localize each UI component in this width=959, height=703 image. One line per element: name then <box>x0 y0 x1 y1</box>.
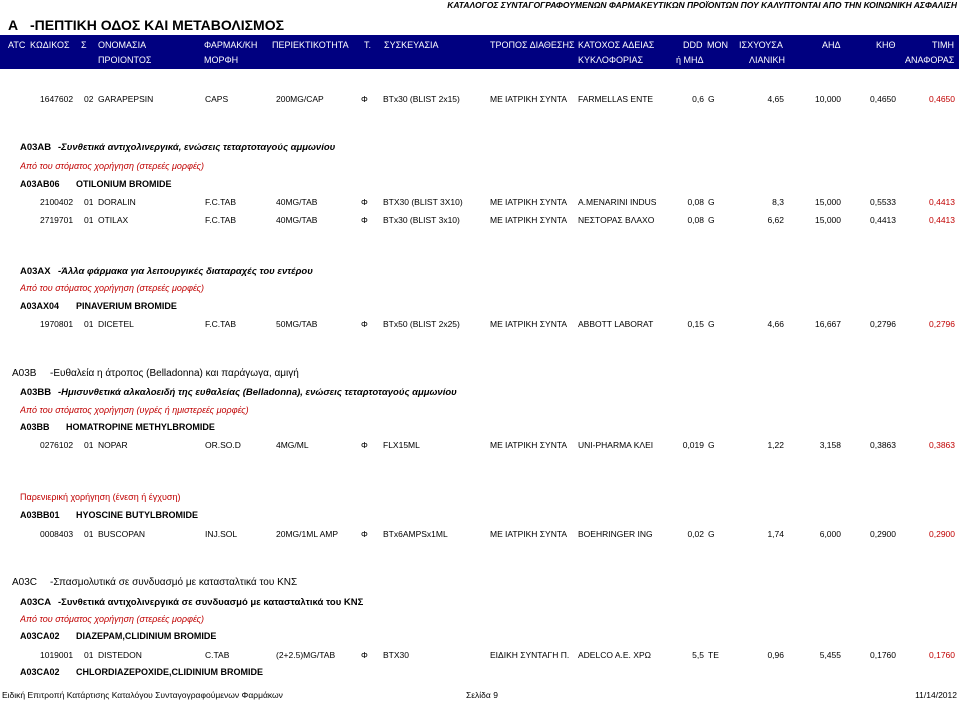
row-holder: ΝΕΣΤΟΡΑΣ ΒΛΑΧΟ <box>578 215 655 225</box>
col-name: ΟΝΟΜΑΣΙΑ <box>98 40 147 50</box>
row-ref: 0,1760 <box>929 650 955 660</box>
row-form: F.C.TAB <box>205 319 237 329</box>
row-s: 01 <box>84 440 94 450</box>
row-ref: 0,2796 <box>929 319 955 329</box>
row-pack: BTx30 (BLIST 3x10) <box>383 215 460 225</box>
row-t: Φ <box>361 215 368 225</box>
row-aid: 15,000 <box>815 215 841 225</box>
row-s: 02 <box>84 94 94 104</box>
row-strength: 200MG/CAP <box>276 94 324 104</box>
substance-name: HYOSCINE BUTYLBROMIDE <box>76 510 199 520</box>
row-kth: 0,1760 <box>870 650 896 660</box>
row-holder: A.MENARINI INDUS <box>578 197 657 207</box>
group-code: A03AX <box>20 266 51 277</box>
row-holder: BOEHRINGER ING <box>578 529 653 539</box>
col-unit-2: ή ΜΗΔ <box>676 55 704 65</box>
row-ddd: 0,02 <box>687 529 704 539</box>
row-form: F.C.TAB <box>205 215 237 225</box>
group-code: A03B <box>12 368 37 379</box>
col-aid: ΑΗΔ <box>822 40 841 50</box>
row-strength: 50MG/TAB <box>276 319 318 329</box>
row-aid: 10,000 <box>815 94 841 104</box>
row-price: 6,62 <box>767 215 784 225</box>
row-kth: 0,5533 <box>870 197 896 207</box>
row-strength: 4MG/ML <box>276 440 309 450</box>
row-aid: 15,000 <box>815 197 841 207</box>
row-price: 4,65 <box>767 94 784 104</box>
catalog-title: ΚΑΤΑΛΟΓΟΣ ΣΥΝΤΑΓΟΓΡΑΦΟΥΜΕΝΩΝ ΦΑΡΜΑΚΕΥΤΙΚΩΝ ΠΡΟΪΟΝΤΩΝ ΠΟΥ ΚΑΛΥΠΤΟΝΤΑΙ ΑΠΟ ΤΗΝ ΚΟΙΝΩΝΙΚΗ ΑΣΦΑΛΙΣΗ <box>447 0 957 10</box>
substance-name: OTILONIUM BROMIDE <box>76 179 172 189</box>
route-label: Παρενιερική χορήγηση (ένεση ή έγχυση) <box>20 492 181 502</box>
row-ddd: 0,019 <box>682 440 704 450</box>
row-code: 1970801 <box>40 319 74 329</box>
col-strength: ΠΕΡΙΕΚΤΙΚΟΤΗΤΑ <box>272 40 349 50</box>
row-strength: 40MG/TAB <box>276 197 318 207</box>
row-me: ΜΕ <box>490 197 503 207</box>
row-price: 0,96 <box>767 650 784 660</box>
substance-name: HOMATROPINE METHYLBROMIDE <box>66 422 215 432</box>
row-t: Φ <box>361 94 368 104</box>
row-aid: 5,455 <box>819 650 841 660</box>
row-kth: 0,3863 <box>870 440 896 450</box>
group-desc: -Συνθετικά αντιχολινεργικά σε συνδυασμό με κατασταλτικά του ΚΝΣ <box>58 597 364 608</box>
row-code: 1019001 <box>40 650 74 660</box>
row-s: 01 <box>84 215 94 225</box>
col-ref-2: ΑΝΑΦΟΡΑΣ <box>905 55 955 65</box>
row-unit: TE <box>708 650 719 660</box>
row-code: 0008403 <box>40 529 74 539</box>
row-kth: 0,2900 <box>870 529 896 539</box>
row-s: 01 <box>84 197 94 207</box>
row-form: OR.SO.D <box>205 440 241 450</box>
row-ref: 0,2900 <box>929 529 955 539</box>
row-holder: UNI-PHARMA ΚΛΕΙ <box>578 440 654 450</box>
group-desc: -Συνθετικά αντιχολινεργικά, ενώσεις τεταρτοταγούς αμμωνίου <box>58 142 336 153</box>
row-code: 2719701 <box>40 215 74 225</box>
row-t: Φ <box>361 529 368 539</box>
section-title: -ΠΕΠΤΙΚΗ ΟΔΟΣ ΚΑΙ ΜΕΤΑΒΟΛΙΣΜΟΣ <box>30 17 284 33</box>
col-s: Σ <box>81 40 87 50</box>
col-t: Τ. <box>364 40 372 50</box>
row-dispense: ΙΑΤΡΙΚΗ ΣΥΝΤΑ <box>505 215 568 225</box>
col-ddd: DDD <box>683 40 703 50</box>
row-holder: ABBOTT LABORAT <box>578 319 654 329</box>
group-desc: -Ευθαλεία η άτροπος (Belladonna) και παράγωγα, αμιγή <box>50 368 299 379</box>
row-unit: G <box>708 215 715 225</box>
row-me: ΜΕ <box>490 440 503 450</box>
col-price-2: ΛΙΑΝΙΚΗ <box>749 55 786 65</box>
row-strength: (2+2.5)MG/TAB <box>276 650 336 660</box>
row-me: ΜΕ <box>490 529 503 539</box>
row-me: ΜΕ <box>490 215 503 225</box>
col-pack: ΣΥΣΚΕΥΑΣΙΑ <box>384 40 439 50</box>
row-name: NOPAR <box>98 440 128 450</box>
substance-code: A03CA02 <box>20 667 60 677</box>
row-ref: 0,4413 <box>929 215 955 225</box>
row-t: Φ <box>361 319 368 329</box>
col-unit: ΜΟΝ <box>707 40 728 50</box>
substance-name: CHLORDIAZEPOXIDE,CLIDINIUM BROMIDE <box>76 667 264 677</box>
col-kth: ΚΗΘ <box>876 40 896 50</box>
col-code: ΚΩΔΙΚΟΣ <box>30 40 70 50</box>
row-aid: 16,667 <box>815 319 841 329</box>
substance-code: A03AB06 <box>20 179 60 189</box>
row-aid: 3,158 <box>819 440 841 450</box>
row-kth: 0,4650 <box>870 94 896 104</box>
row-t: Φ <box>361 650 368 660</box>
row-form: CAPS <box>205 94 229 104</box>
row-strength: 20MG/1ML AMP <box>276 529 339 539</box>
row-unit: G <box>708 197 715 207</box>
row-unit: G <box>708 529 715 539</box>
col-form-2: ΜΟΡΦΗ <box>204 55 239 65</box>
substance-code: A03BB01 <box>20 510 60 520</box>
row-ddd: 0,08 <box>687 215 704 225</box>
row-pack: BTX30 <box>383 650 409 660</box>
substance-code: A03AX04 <box>20 301 60 311</box>
row-ref: 0,4650 <box>929 94 955 104</box>
row-name: DICETEL <box>98 319 134 329</box>
row-strength: 40MG/TAB <box>276 215 318 225</box>
col-holder-2: ΚΥΚΛΟΦΟΡΙΑΣ <box>578 55 644 65</box>
row-pack: BTx30 (BLIST 2x15) <box>383 94 460 104</box>
group-code: A03CA <box>20 597 52 608</box>
footer-page: Σελίδα 9 <box>466 690 498 700</box>
row-unit: G <box>708 94 715 104</box>
row-ddd: 5,5 <box>692 650 704 660</box>
row-s: 01 <box>84 529 94 539</box>
footer-date: 11/14/2012 <box>915 690 957 700</box>
col-holder: ΚΑΤΟΧΟΣ ΑΔΕΙΑΣ <box>578 40 655 50</box>
row-t: Φ <box>361 197 368 207</box>
row-code: 1647602 <box>40 94 74 104</box>
row-name: OTILAX <box>98 215 129 225</box>
row-dispense: ΙΑΤΡΙΚΗ ΣΥΝΤΑ <box>505 529 568 539</box>
col-ref: ΤΙΜΗ <box>932 40 954 50</box>
col-name-2: ΠΡΟΙΟΝΤΟΣ <box>98 55 152 65</box>
section-letter: A <box>8 17 19 33</box>
row-t: Φ <box>361 440 368 450</box>
row-ddd: 0,08 <box>687 197 704 207</box>
column-header <box>0 35 959 69</box>
col-price: ΙΣΧΥΟΥΣΑ <box>739 40 783 50</box>
col-atc: ATC <box>8 40 26 50</box>
substance-code: A03CA02 <box>20 631 60 641</box>
group-code: A03C <box>12 577 38 588</box>
row-pack: BTx50 (BLIST 2x25) <box>383 319 460 329</box>
row-unit: G <box>708 440 715 450</box>
row-pack: FLX15ML <box>383 440 420 450</box>
col-form: ΦΑΡΜΑΚ/ΚΗ <box>204 40 258 50</box>
group-code: A03AB <box>20 142 52 153</box>
group-desc: -Ημισυνθετικά αλκαλοειδή της ευθαλείας (Belladonna), ενώσεις τεταρτοταγούς αμμωνίου <box>58 387 457 398</box>
row-s: 01 <box>84 319 94 329</box>
row-code: 0276102 <box>40 440 74 450</box>
row-dispense: ΙΑΤΡΙΚΗ ΣΥΝΤΑ <box>505 319 568 329</box>
row-name: DISTEDON <box>98 650 142 660</box>
route-label: Από του στόματος χορήγηση (στερεές μορφές) <box>20 283 205 293</box>
row-me: ΜΕ <box>490 319 503 329</box>
row-code: 2100402 <box>40 197 74 207</box>
row-kth: 0,4413 <box>870 215 896 225</box>
row-kth: 0,2796 <box>870 319 896 329</box>
group-code: A03BB <box>20 387 52 398</box>
row-price: 1,74 <box>767 529 784 539</box>
substance-name: DIAZEPAM,CLIDINIUM BROMIDE <box>76 631 217 641</box>
row-ddd: 0,6 <box>692 94 704 104</box>
route-label: Από του στόματος χορήγηση (στερεές μορφές) <box>20 614 205 624</box>
row-name: DORALIN <box>98 197 136 207</box>
row-name: BUSCOPAN <box>98 529 146 539</box>
row-unit: G <box>708 319 715 329</box>
row-form: INJ.SOL <box>205 529 238 539</box>
row-dispense: ΙΑΤΡΙΚΗ ΣΥΝΤΑ <box>505 440 568 450</box>
row-ddd: 0,15 <box>687 319 704 329</box>
row-name: GARAPEPSIN <box>98 94 154 104</box>
footer-authority: Ειδική Επιτροπή Κατάρτισης Καταλόγου Συνταγογραφούμενων Φαρμάκων <box>2 690 283 700</box>
group-desc: -Σπασμολυτικά σε συνδυασμό με κατασταλτικά του ΚΝΣ <box>50 577 298 588</box>
row-pack: BTx6AMPSx1ML <box>383 529 448 539</box>
row-form: C.TAB <box>205 650 230 660</box>
substance-name: PINAVERIUM BROMIDE <box>76 301 177 311</box>
row-s: 01 <box>84 650 94 660</box>
row-ref: 0,4413 <box>929 197 955 207</box>
row-ref: 0,3863 <box>929 440 955 450</box>
route-label: Από του στόματος χορήγηση (στερεές μορφές) <box>20 161 205 171</box>
row-pack: BTX30 (BLIST 3X10) <box>383 197 463 207</box>
row-price: 8,3 <box>772 197 784 207</box>
substance-code: A03BB <box>20 422 50 432</box>
route-label: Από του στόματος χορήγηση (υγρές ή ημιστερεές μορφές) <box>20 405 249 415</box>
row-form: F.C.TAB <box>205 197 237 207</box>
row-price: 4,66 <box>767 319 784 329</box>
row-dispense: ΙΑΤΡΙΚΗ ΣΥΝΤΑ <box>505 197 568 207</box>
row-me: ΜΕ <box>490 94 503 104</box>
row-holder: FARMELLAS ENTE <box>578 94 654 104</box>
group-desc: -Άλλα φάρμακα για λειτουργικές διαταραχές του εντέρου <box>58 266 313 277</box>
row-dispense: ΙΑΤΡΙΚΗ ΣΥΝΤΑ <box>505 94 568 104</box>
col-dispense: ΤΡΟΠΟΣ ΔΙΑΘΕΣΗΣ <box>490 40 575 50</box>
row-dispense: ΕΙΔΙΚΗ ΣΥΝΤΑΓΗ Π. <box>490 650 570 660</box>
row-aid: 6,000 <box>819 529 841 539</box>
row-holder: ADELCO A.E. ΧΡΩ <box>578 650 651 660</box>
row-price: 1,22 <box>767 440 784 450</box>
